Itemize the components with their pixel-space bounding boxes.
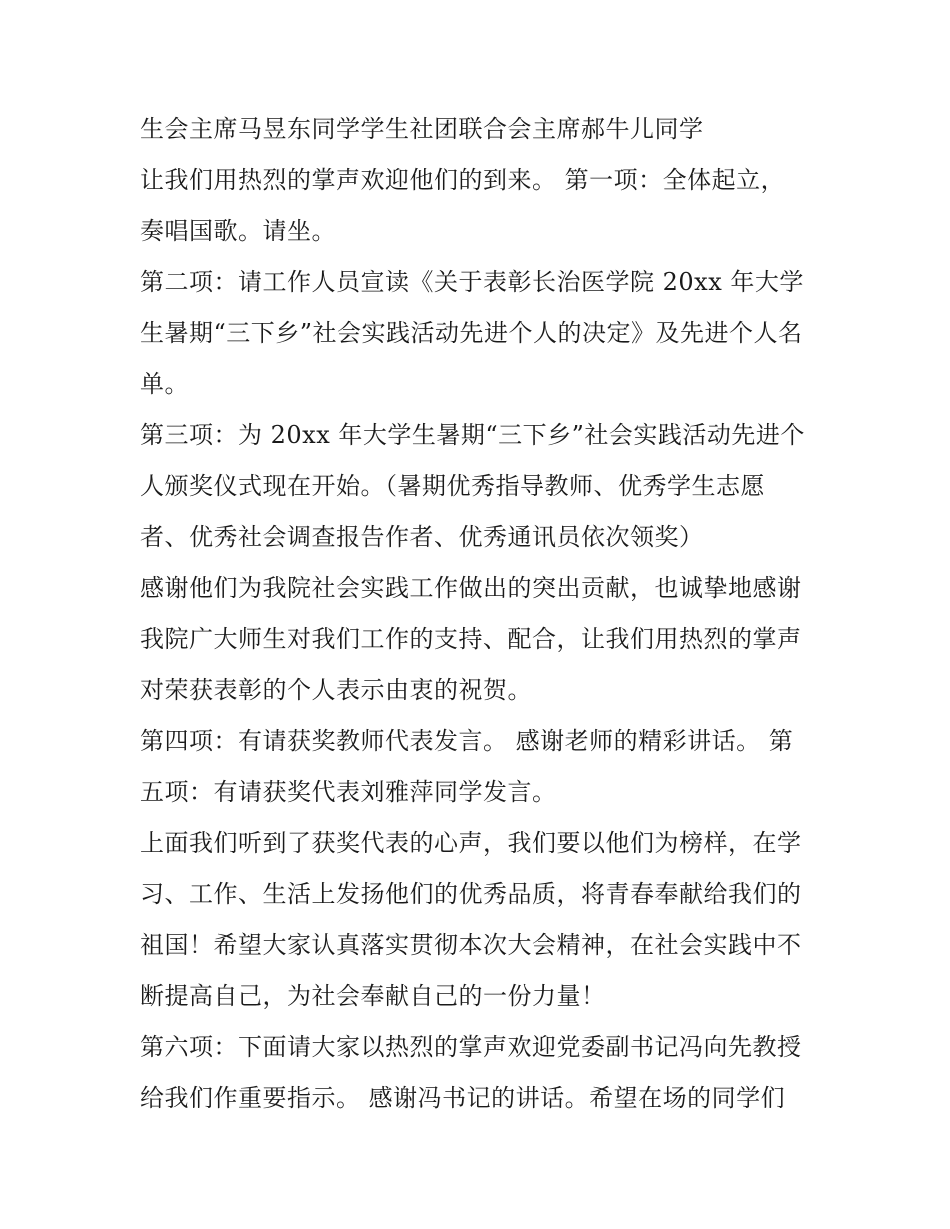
text-line: 对荣获表彰的个人表示由衷的祝贺。 (140, 676, 532, 704)
text-line: 生暑期“三下乡”社会实践活动先进个人的决定》及先进个人名 (140, 319, 803, 347)
text-line: 断提高自己，为社会奉献自己的一份力量！ (140, 982, 606, 1010)
text-line: 奏唱国歌。请坐。 (140, 217, 336, 245)
text-line: 人颁奖仪式现在开始。（暑期优秀指导教师、优秀学生志愿 (140, 472, 765, 500)
text-line: 第六项：下面请大家以热烈的掌声欢迎党委副书记冯向先教授 (140, 1033, 802, 1061)
text-line: 五项：有请获奖代表刘雅萍同学发言。 (140, 778, 557, 806)
text-line: 我院广大师生对我们工作的支持、配合，让我们用热烈的掌声 (140, 625, 802, 653)
text-line: 生会主席马昱东同学学生社团联合会主席郝牛儿同学 (140, 115, 704, 143)
text-line: 感谢他们为我院社会实践工作做出的突出贡献，也诚挚地感谢 (140, 574, 802, 602)
text-line: 让我们用热烈的掌声欢迎他们的到来。 第一项：全体起立， (140, 166, 786, 194)
text-line: 第三项：为 20xx 年大学生暑期“三下乡”社会实践活动先进个 (140, 421, 805, 449)
text-line: 单。 (140, 370, 189, 398)
text-line: 第四项：有请获奖教师代表发言。 感谢老师的精彩讲话。 第 (140, 727, 794, 755)
text-line: 给我们作重要指示。 感谢冯书记的讲话。希望在场的同学们 (140, 1084, 786, 1112)
text-line: 者、优秀社会调查报告作者、优秀通讯员依次领奖） (140, 523, 704, 551)
text-line: 第二项：请工作人员宣读《关于表彰长治医学院 20xx 年大学 (140, 268, 804, 296)
text-line: 祖国！希望大家认真落实贯彻本次大会精神，在社会实践中不 (140, 931, 802, 959)
document-body (140, 104, 820, 1124)
text-line: 上面我们听到了获奖代表的心声，我们要以他们为榜样，在学 (140, 829, 802, 857)
text-line: 习、工作、生活上发扬他们的优秀品质，将青春奉献给我们的 (140, 880, 802, 908)
